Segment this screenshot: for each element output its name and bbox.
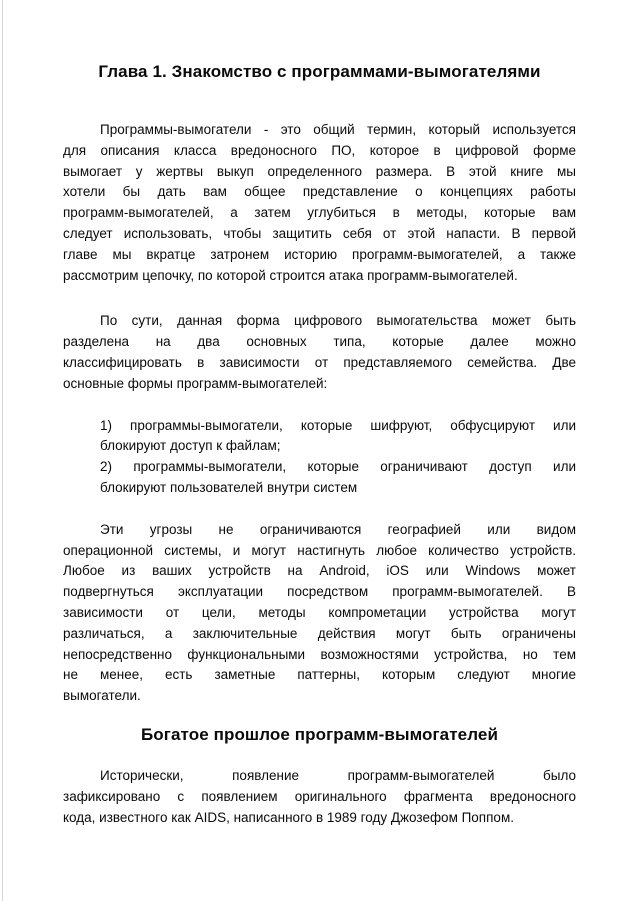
- text-line: блокируют пользователей внутри систем: [100, 479, 358, 495]
- paragraph-types: [63, 311, 576, 394]
- section-heading: Богатое прошлое программ-вымогателей: [140, 724, 498, 744]
- text-line: непосредственно функциональными возможностями устройства, но тем: [63, 646, 576, 662]
- text-line: вымогатели.: [63, 688, 141, 704]
- text-line: различаться, а заключительные действия могут быть ограничены: [63, 625, 576, 641]
- text-line: Программы-вымогатели - это общий термин, который используется: [100, 122, 576, 137]
- text-line: Любое из ваших устройств на Android, iOS или Windows может: [63, 563, 576, 579]
- text-line: следует использовать, чтобы защитить себя от этой напасти. В первой: [63, 225, 576, 241]
- ransomware-types-list: [100, 416, 576, 499]
- text-line: вымогает у жертвы выкуп определенного размера. В этой книге мы: [63, 163, 576, 179]
- text-line: классифицировать в зависимости от представляемого семейства. Две: [63, 354, 576, 370]
- text-line: зависимости от цели, методы компрометации устройства могут: [63, 604, 576, 620]
- page-content: [63, 0, 576, 828]
- list-item-1: [100, 416, 576, 458]
- paragraph-history: [63, 766, 576, 828]
- text-line: блокируют доступ к файлам;: [100, 438, 281, 454]
- text-line: рассмотрим цепочку, по которой строится атака программ-вымогателей.: [63, 267, 518, 283]
- text-line: программ-вымогателей, а затем углубиться в методы, которые вам: [63, 205, 576, 221]
- text-line: Эти угрозы не ограничиваются географией или видом: [100, 521, 576, 537]
- text-line: операционной системы, и могут настигнуть любое количество устройств.: [63, 542, 576, 558]
- page-left-edge-line: [2, 0, 3, 901]
- text-line: 2) программы-вымогатели, которые ограничивают доступ или: [100, 459, 576, 475]
- text-line: разделена на два основных типа, которые далее можно: [63, 334, 576, 350]
- text-line: главе мы вкратце затронем историю программ-вымогателей, а также: [63, 246, 576, 262]
- text-line: хотели бы дать вам общее представление о концепциях работы: [63, 184, 576, 200]
- text-line: 1) программы-вымогатели, которые шифруют, обфусцируют или: [100, 417, 576, 433]
- chapter-title: Глава 1. Знакомство с программами-вымогателями: [98, 62, 541, 81]
- text-line: Исторически, появление программ-вымогателей было: [100, 767, 576, 783]
- paragraph-intro: [63, 120, 576, 286]
- text-line: кода, известного как AIDS, написанного в 1989 году Джозефом Поппом.: [63, 809, 514, 825]
- text-line: основные формы программ-вымогателей:: [63, 375, 328, 391]
- paragraph-threats: [63, 520, 576, 707]
- text-line: не менее, есть заметные паттерны, которым следуют многие: [63, 667, 576, 683]
- text-line: подвергнуться эксплуатации посредством программ-вымогателей. В: [63, 584, 576, 600]
- text-line: зафиксировано с появлением оригинального фрагмента вредоносного: [63, 788, 576, 804]
- list-item-2: [100, 457, 576, 499]
- text-line: для описания класса вредоносного ПО, которое в цифровой форме: [63, 142, 576, 158]
- text-line: По сути, данная форма цифрового вымогательства может быть: [100, 313, 576, 329]
